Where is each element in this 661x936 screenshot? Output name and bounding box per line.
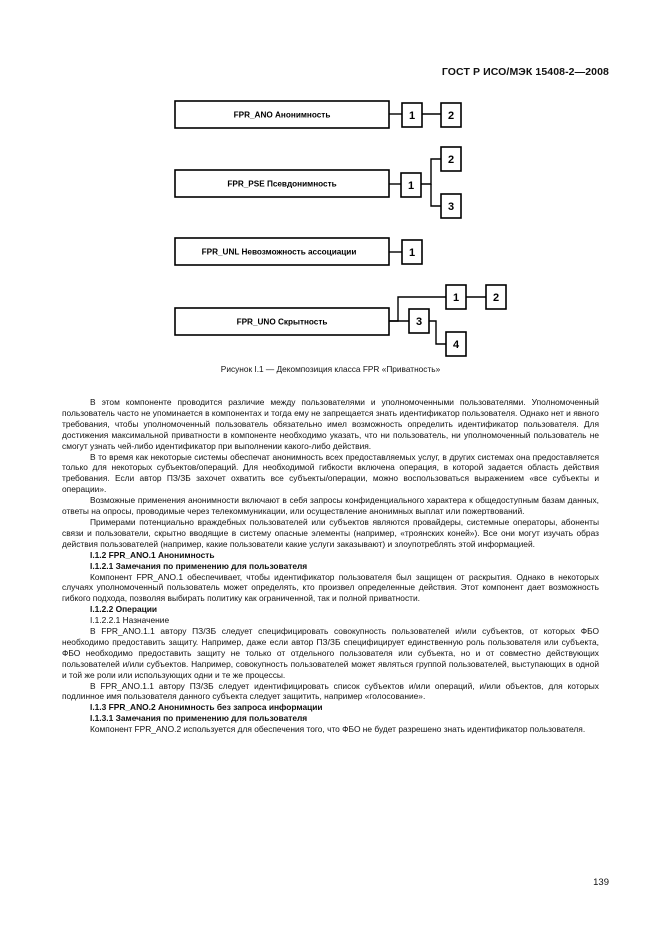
- body-text: [62, 397, 599, 735]
- paragraph-4: Примерами потенциально враждебных пользователей или субъектов являются провайдеры, системные операторы, абоненты связи и пользователи, скрытно вводящие в систему опасные элементы (например, «троянских коней»). Все они могут изучать образ действия пользователей (например, какие пользователи какие услуги заказывают) и злоупотреблять этой информацией.: [62, 516, 599, 549]
- uno-component-1: 1: [452, 292, 460, 304]
- family-label-fpr-uno: FPR_UNO Скрытность: [236, 317, 328, 327]
- paragraph-5: Компонент FPR_ANO.1 обеспечивает, чтобы идентификатор пользователя был защищен от раскрытия. Однако в некоторых случаях уполномоченный пользователь может определять, кто произвел определенные действия. Этот компонент дает возможность гибкого подхода, позволяя выбирать политику как ограниченной, так и полной приватности.: [62, 571, 599, 604]
- family-fpr-unl: [175, 238, 422, 265]
- unl-component-1: 1: [408, 247, 416, 259]
- uno-component-3: 3: [415, 316, 423, 328]
- standard-header: ГОСТ Р ИСО/МЭК 15408-2—2008: [441, 66, 609, 78]
- heading-1-1-3-1: I.1.3.1 Замечания по применению для пользователя: [90, 713, 308, 724]
- family-fpr-ano: [175, 101, 461, 128]
- figure-caption: Рисунок I.1 — Декомпозиция класса FPR «Приватность»: [220, 364, 441, 374]
- heading-1-1-3: I.1.3 FPR_ANO.2 Анонимность без запроса информации: [90, 702, 323, 713]
- paragraph-7: В FPR_ANO.1.1 автору ПЗ/ЗБ следует идентифицировать список субъектов и/или операций, и/или объектов, для которых подлинное имя пользователя данного субъекта следует защитить, например «голосование».: [62, 680, 599, 702]
- uno-component-2: 2: [492, 292, 500, 304]
- paragraph-8: Компонент FPR_ANO.2 используется для обеспечения того, что ФБО не будет разрешено знать идентификатор пользователя.: [90, 724, 586, 735]
- pse-component-2: 2: [447, 154, 455, 166]
- paragraph-6: В FPR_ANO.1.1 автору ПЗ/ЗБ следует специфицировать совокупность пользователей и/или субъектов, от которых ФБО необходимо предоставить защиту. Например, даже если автор ПЗ/ЗБ специфицирует единственную роль пользователя или субъекта, ФБО необходимо предоставить защиту не только от отдельного пользователя или субъекта, но и от совместно действующих пользователей и/или субъектов. Например, совокупность пользователей может являться группой пользователей, выступающих в одной и той же роли или использующих одни и те же процессы.: [62, 626, 599, 680]
- ano-component-2: 2: [447, 110, 455, 122]
- family-label-fpr-ano: FPR_ANO Анонимность: [233, 110, 331, 120]
- ano-component-1: 1: [408, 110, 416, 122]
- heading-1-1-2-1: I.1.2.1 Замечания по применению для пользователя: [90, 560, 308, 571]
- family-fpr-pse: [175, 147, 461, 218]
- link-pse-1-3: [431, 184, 441, 206]
- family-label-fpr-pse: FPR_PSE Псевдонимность: [227, 179, 337, 189]
- heading-1-1-2-2-1: I.1.2.2.1 Назначение: [90, 615, 170, 626]
- paragraph-2: В то время как некоторые системы обеспечат анонимность всех предоставляемых услуг, в других системах она предоставляется только для некоторых субъектов/операций. Для необходимой гибкости включена операция, в которой задается область действия требования. Если автор ПЗ/ЗБ захочет охватить все субъекты/операции, можно воспользоваться выражением «все субъекты и операции».: [62, 451, 599, 495]
- link-pse-1-2: [421, 159, 441, 184]
- heading-1-1-2: I.1.2 FPR_ANO.1 Анонимность: [90, 549, 215, 560]
- page-number: 139: [593, 877, 609, 888]
- fpr-decomposition-diagram: [0, 0, 661, 370]
- heading-1-1-2-2: I.1.2.2 Операции: [90, 604, 158, 615]
- pse-component-3: 3: [447, 201, 455, 213]
- link-uno-3-4: [429, 321, 446, 344]
- family-label-fpr-unl: FPR_UNL Невозможность ассоциации: [201, 247, 357, 257]
- uno-component-4: 4: [452, 339, 460, 351]
- family-fpr-uno: [175, 285, 506, 356]
- pse-component-1: 1: [407, 180, 415, 192]
- paragraph-3: Возможные применения анонимности включают в себя запросы конфиденциального характера к общедоступным базам данных, ответы на опросы, проводимые через телекоммуникации, или осуществление анонимных выплат или пожертвований.: [62, 495, 599, 517]
- paragraph-1: В этом компоненте проводится различие между пользователями и уполномоченными пользователями. Уполномоченный пользователь часто не упоминается в компонентах и тогда ему не запрещается знать идентификатор пользователя. Однако нет и явного требования, чтобы уполномоченный пользователь обязательно имел возможность определить идентификатор пользователя. Для достижения максимальной приватности в компоненте необходимо указать, что ни пользователь, ни уполномоченный пользователь не смогут узнать чей-либо идентификатор при выполнении какого-либо действия.: [62, 397, 599, 451]
